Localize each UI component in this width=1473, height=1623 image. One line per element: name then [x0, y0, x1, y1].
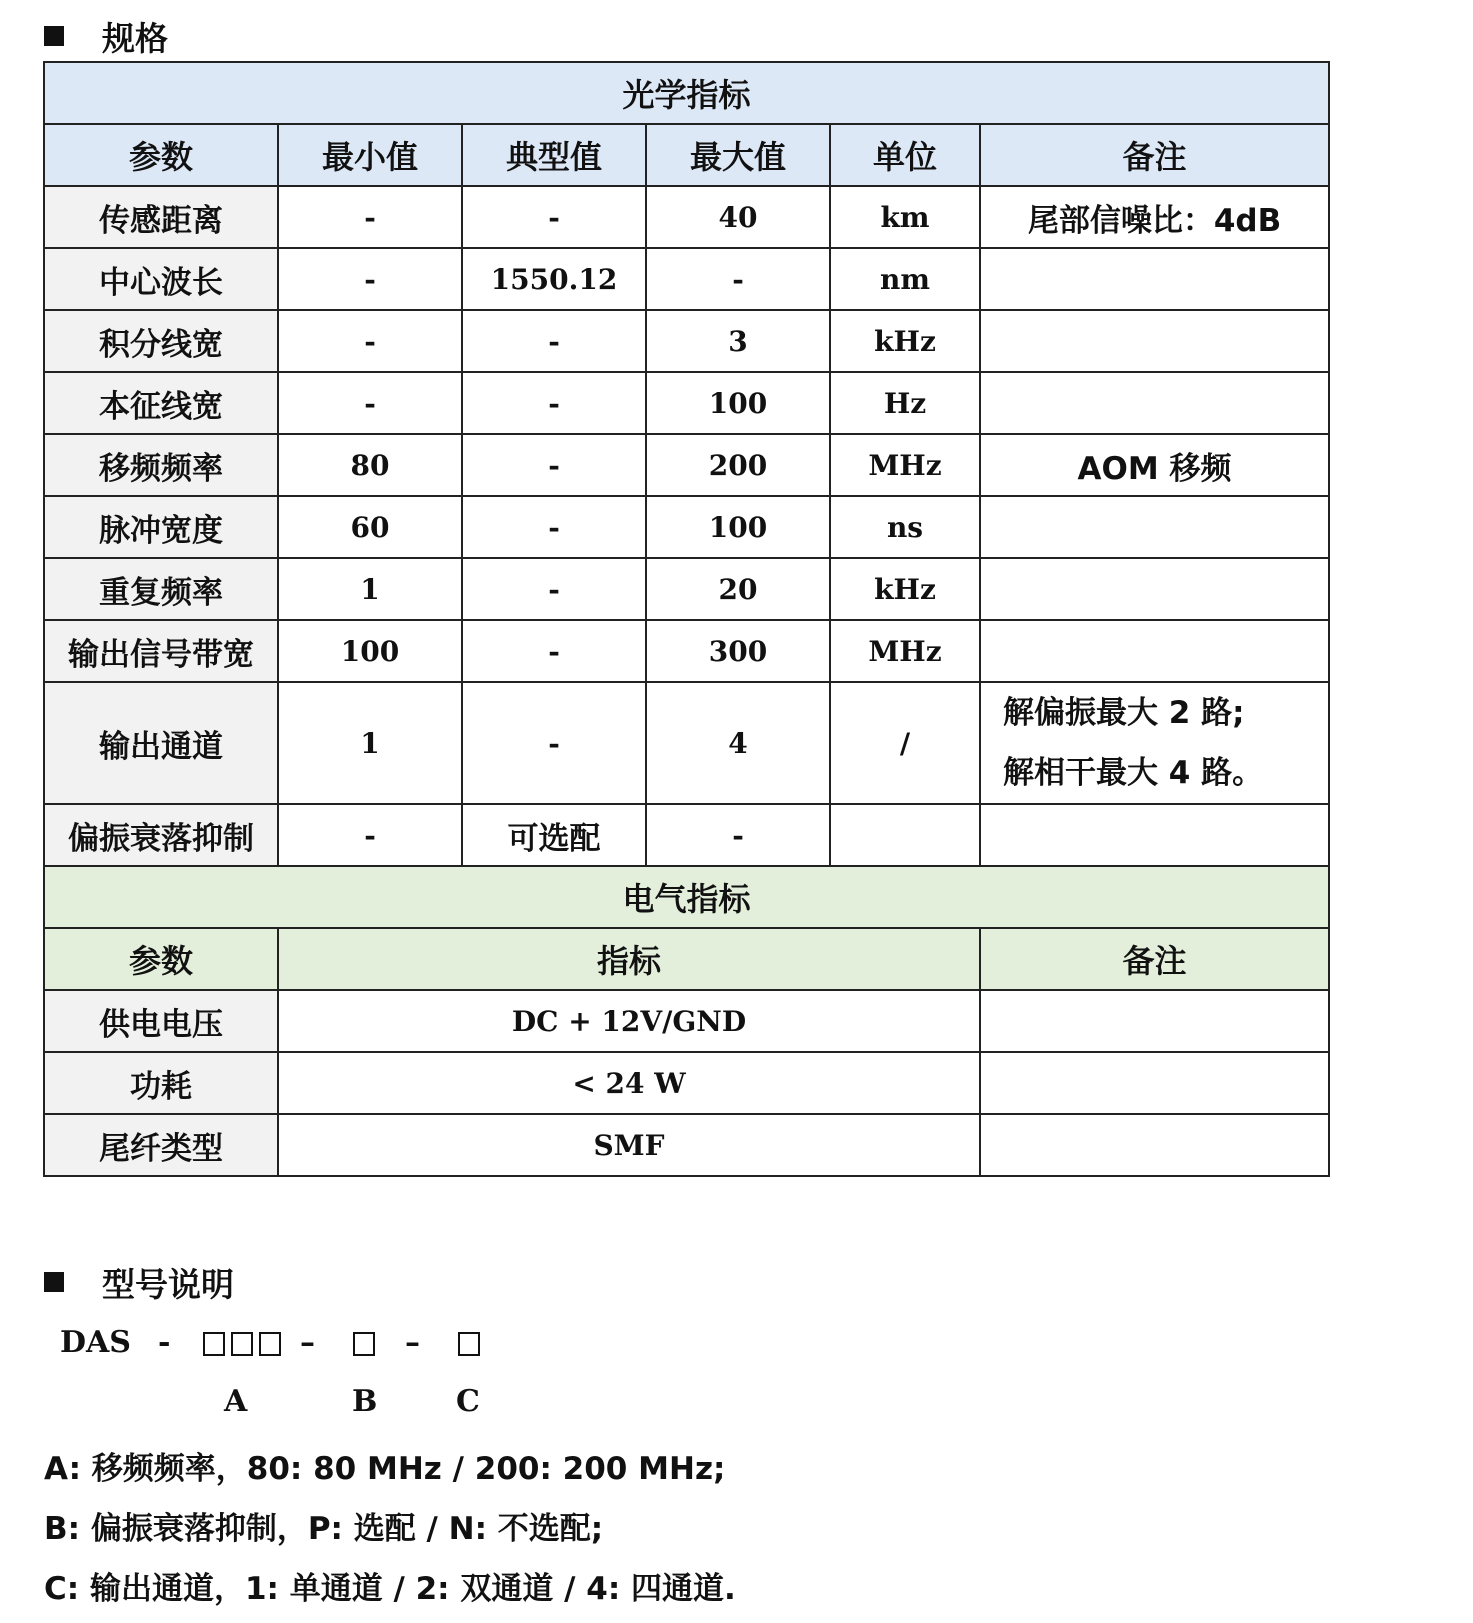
note-cell: [980, 804, 1329, 866]
unit-cell: km: [830, 186, 980, 248]
optical-section-row: [44, 62, 1329, 124]
electrical-section-row: [44, 866, 1329, 928]
note-cell: [980, 372, 1329, 434]
typ-cell: -: [462, 372, 646, 434]
param-cell: 偏振衰落抑制: [44, 804, 278, 866]
empty-box-icon: [458, 1332, 480, 1356]
model-heading: [44, 1262, 234, 1302]
label-c: C: [456, 1384, 480, 1419]
min-cell: -: [278, 804, 462, 866]
note-line: 解偏振最大 2 路;: [1003, 695, 1245, 731]
empty-box-icon: [353, 1332, 375, 1356]
param-cell: 输出信号带宽: [44, 620, 278, 682]
min-cell: -: [278, 186, 462, 248]
field-c-boxes: [458, 1322, 486, 1364]
note-cell: [980, 558, 1329, 620]
field-a-boxes: [203, 1322, 287, 1364]
unit-cell: MHz: [830, 434, 980, 496]
table-row: [44, 620, 1329, 682]
min-cell: -: [278, 248, 462, 310]
unit-cell: [830, 804, 980, 866]
spec-heading-text: 规格: [102, 18, 168, 58]
note-line: 解相干最大 4 路。: [1003, 755, 1264, 791]
unit-cell: kHz: [830, 310, 980, 372]
column-header: 备注: [980, 928, 1329, 990]
model-prefix: DAS: [60, 1325, 131, 1360]
param-cell: 移频频率: [44, 434, 278, 496]
model-heading-text: 型号说明: [102, 1264, 234, 1304]
min-cell: 100: [278, 620, 462, 682]
max-cell: 3: [646, 310, 830, 372]
max-cell: 40: [646, 186, 830, 248]
optical-header-row: [44, 124, 1329, 186]
min-cell: 1: [278, 682, 462, 804]
param-cell: 尾纤类型: [44, 1114, 278, 1176]
note-cell: [980, 1114, 1329, 1176]
value-cell: SMF: [278, 1114, 980, 1176]
unit-cell: /: [830, 682, 980, 804]
max-cell: -: [646, 804, 830, 866]
spec-table: [43, 61, 1330, 1177]
table-row: [44, 372, 1329, 434]
typ-cell: -: [462, 558, 646, 620]
column-header: 最小值: [278, 124, 462, 186]
table-row: [44, 310, 1329, 372]
column-header: 单位: [830, 124, 980, 186]
unit-cell: Hz: [830, 372, 980, 434]
table-row: [44, 990, 1329, 1052]
min-cell: 80: [278, 434, 462, 496]
max-cell: 200: [646, 434, 830, 496]
param-cell: 传感距离: [44, 186, 278, 248]
max-cell: 100: [646, 496, 830, 558]
column-header: 典型值: [462, 124, 646, 186]
param-cell: 输出通道: [44, 682, 278, 804]
model-dash: –: [405, 1325, 420, 1360]
square-bullet-icon: [44, 26, 64, 46]
param-cell: 重复频率: [44, 558, 278, 620]
param-cell: 本征线宽: [44, 372, 278, 434]
label-b: B: [352, 1384, 378, 1419]
max-cell: -: [646, 248, 830, 310]
desc-a: A: 移频频率，80: 80 MHz / 200: 200 MHz;: [44, 1451, 726, 1487]
note-cell: [980, 496, 1329, 558]
typ-cell: 可选配: [462, 804, 646, 866]
unit-cell: kHz: [830, 558, 980, 620]
table-row: [44, 682, 1329, 804]
typ-cell: -: [462, 620, 646, 682]
note-cell: [980, 248, 1329, 310]
note-cell: [980, 990, 1329, 1052]
table-row: [44, 496, 1329, 558]
param-cell: 脉冲宽度: [44, 496, 278, 558]
field-b-boxes: [353, 1322, 381, 1364]
optical-section-title: 光学指标: [44, 62, 1329, 124]
column-header: 参数: [44, 124, 278, 186]
typ-cell: -: [462, 186, 646, 248]
desc-c: C: 输出通道，1: 单通道 / 2: 双通道 / 4: 四通道.: [44, 1571, 736, 1607]
empty-box-icon: [231, 1332, 253, 1356]
max-cell: 4: [646, 682, 830, 804]
typ-cell: -: [462, 434, 646, 496]
column-header: 参数: [44, 928, 278, 990]
electrical-section-title: 电气指标: [44, 866, 1329, 928]
param-cell: 功耗: [44, 1052, 278, 1114]
table-row: [44, 186, 1329, 248]
table-row: [44, 1114, 1329, 1176]
empty-box-icon: [203, 1332, 225, 1356]
note-cell: 尾部信噪比：4dB: [980, 186, 1329, 248]
table-row: [44, 804, 1329, 866]
table-row: [44, 1052, 1329, 1114]
value-cell: DC + 12V/GND: [278, 990, 980, 1052]
model-dash: -: [158, 1325, 171, 1360]
param-cell: 中心波长: [44, 248, 278, 310]
min-cell: -: [278, 310, 462, 372]
column-header: 指标: [278, 928, 980, 990]
column-header: 最大值: [646, 124, 830, 186]
min-cell: 60: [278, 496, 462, 558]
note-cell: [980, 310, 1329, 372]
model-dash: –: [300, 1325, 315, 1360]
square-bullet-icon: [44, 1272, 64, 1292]
empty-box-icon: [259, 1332, 281, 1356]
typ-cell: -: [462, 310, 646, 372]
param-cell: 积分线宽: [44, 310, 278, 372]
column-header: 备注: [980, 124, 1329, 186]
min-cell: -: [278, 372, 462, 434]
max-cell: 20: [646, 558, 830, 620]
param-cell: 供电电压: [44, 990, 278, 1052]
spec-heading: [44, 16, 168, 56]
value-cell: < 24 W: [278, 1052, 980, 1114]
desc-b: B: 偏振衰落抑制，P: 选配 / N: 不选配;: [44, 1511, 604, 1547]
typ-cell: 1550.12: [462, 248, 646, 310]
note-cell: AOM 移频: [980, 434, 1329, 496]
max-cell: 100: [646, 372, 830, 434]
table-row: [44, 248, 1329, 310]
note-cell: [980, 682, 1329, 804]
unit-cell: ns: [830, 496, 980, 558]
unit-cell: nm: [830, 248, 980, 310]
typ-cell: -: [462, 496, 646, 558]
table-row: [44, 558, 1329, 620]
electrical-header-row: [44, 928, 1329, 990]
note-cell: [980, 620, 1329, 682]
typ-cell: -: [462, 682, 646, 804]
unit-cell: MHz: [830, 620, 980, 682]
label-a: A: [224, 1384, 248, 1419]
table-row: [44, 434, 1329, 496]
note-cell: [980, 1052, 1329, 1114]
max-cell: 300: [646, 620, 830, 682]
min-cell: 1: [278, 558, 462, 620]
